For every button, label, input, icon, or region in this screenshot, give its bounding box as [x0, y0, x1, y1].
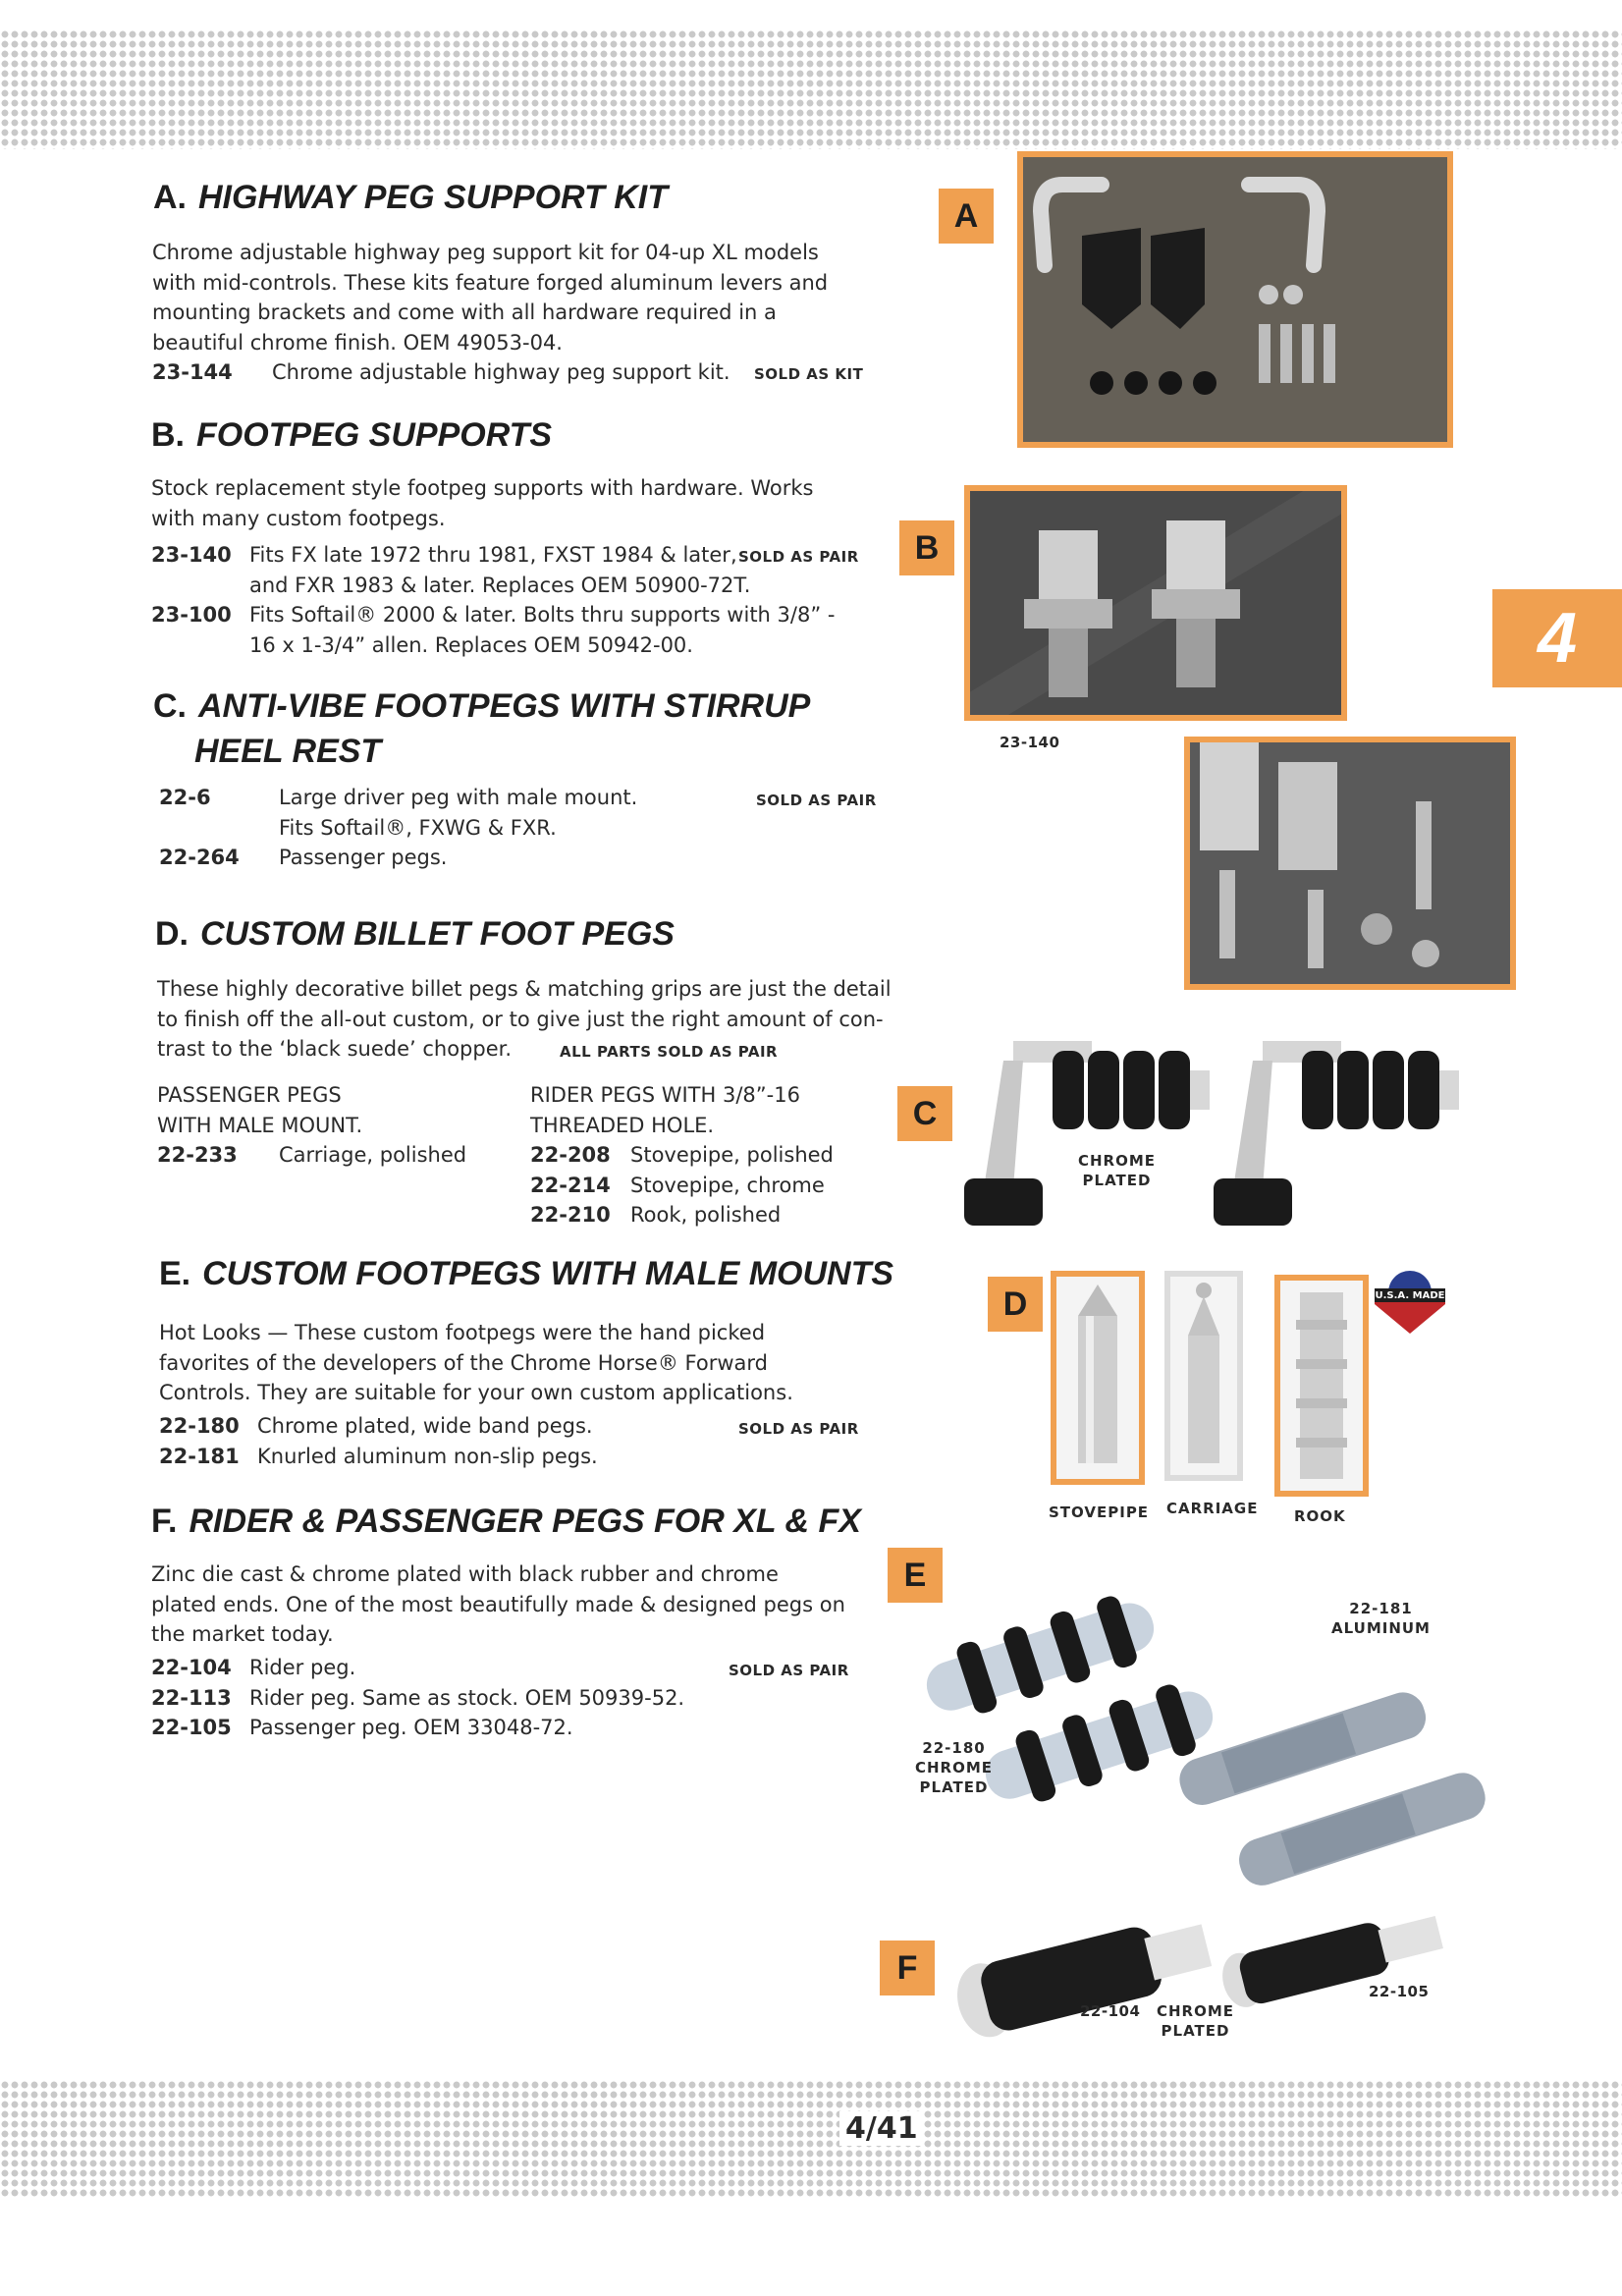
- figure-d-rook: [1274, 1275, 1369, 1497]
- section-e-item: [159, 1411, 593, 1442]
- part-number: 22-214: [530, 1173, 611, 1197]
- section-a-title: [153, 179, 668, 217]
- section-b-description: Stock replacement style footpeg supports with hardware. Works with many custom footpegs.: [151, 476, 814, 530]
- column-heading: THREADED HOLE.: [530, 1113, 715, 1137]
- desc-line: to finish off the all-out custom, or to give just the right amount of con-: [157, 1007, 884, 1031]
- caption-22-181: [1331, 1599, 1431, 1638]
- part-number: 22-105: [151, 1716, 232, 1739]
- part-number: 22-104: [151, 1656, 232, 1679]
- section-e-heading: CUSTOM FOOTPEGS WITH MALE MOUNTS: [202, 1255, 894, 1292]
- section-f-letter: F.: [151, 1503, 178, 1540]
- figure-a-photo: [1017, 151, 1453, 448]
- usa-made-logo: [1369, 1269, 1451, 1338]
- section-d-heading: CUSTOM BILLET FOOT PEGS: [200, 915, 675, 953]
- page-number: 4/41: [839, 2111, 924, 2146]
- section-d-sold-note: ALL PARTS SOLD AS PAIR: [560, 1043, 779, 1061]
- stovepipe-peg-image: [1056, 1277, 1139, 1479]
- part-description: Carriage, polished: [279, 1143, 467, 1167]
- section-b-item: [151, 540, 750, 600]
- rook-peg-image: [1280, 1281, 1363, 1491]
- chapter-tab: 4: [1492, 589, 1622, 687]
- part-number: 22-208: [530, 1143, 611, 1167]
- section-e-description: Hot Looks — These custom footpegs were the hand picked favorites of the developers of the Chrome Horse® Forward Controls. They are suitable for your own custom applications.: [159, 1321, 793, 1404]
- caption-chrome-plated: [1157, 2001, 1234, 2041]
- section-a-item: [152, 357, 730, 388]
- figure-d-stovepipe: [1051, 1271, 1145, 1485]
- section-c-sold-note: SOLD AS PAIR: [756, 792, 877, 809]
- caption-line: PLATED: [1082, 1172, 1152, 1189]
- figure-c-image-2: [1204, 1021, 1538, 1237]
- section-b-heading: FOOTPEG SUPPORTS: [196, 416, 553, 454]
- part-number: 22-181: [159, 1445, 240, 1468]
- caption-label: PLATED: [1161, 2022, 1230, 2040]
- section-c-title: [153, 687, 810, 726]
- section-c-letter: C.: [153, 687, 187, 725]
- part-number: 22-233: [157, 1143, 238, 1167]
- caption-22-180: [915, 1738, 993, 1797]
- caption-label: ALUMINUM: [1331, 1619, 1431, 1637]
- desc-line: These highly decorative billet pegs & matching grips are just the detail: [157, 977, 892, 1001]
- part-description: Rider peg. Same as stock. OEM 50939-52.: [249, 1685, 685, 1710]
- caption-carriage: CARRIAGE: [1166, 1500, 1259, 1517]
- part-number: 23-140: [151, 543, 232, 567]
- section-c-heading: ANTI-VIBE FOOTPEGS WITH STIRRUP: [198, 687, 811, 725]
- part-number: 22-210: [530, 1203, 611, 1227]
- figure-b-photo-1: [964, 485, 1347, 721]
- part-number: 22-180: [159, 1414, 240, 1438]
- highway-peg-kit-image: [1023, 157, 1447, 442]
- caption-label: CHROME: [915, 1759, 994, 1777]
- part-number: 23-144: [152, 360, 233, 384]
- figure-a-badge: A: [939, 189, 994, 244]
- figure-b-photo-2: [1184, 737, 1516, 990]
- desc-line: trast to the ‘black suede’ chopper.: [157, 1037, 513, 1061]
- section-b-item: [151, 600, 835, 660]
- part-description: Stovepipe, polished: [630, 1143, 834, 1167]
- part-description: Passenger peg. OEM 33048-72.: [249, 1716, 573, 1739]
- figure-b-caption: 23-140: [1000, 734, 1060, 751]
- section-a-heading: HIGHWAY PEG SUPPORT KIT: [198, 179, 668, 216]
- top-dot-band: [0, 29, 1622, 149]
- caption-label: CHROME: [1157, 2002, 1235, 2020]
- caption-stovepipe: STOVEPIPE: [1049, 1503, 1150, 1521]
- caption-rook: ROOK: [1294, 1507, 1346, 1525]
- section-f-title: [151, 1503, 861, 1541]
- part-description-cont: and FXR 1983 & later. Replaces OEM 50900-72T.: [249, 573, 751, 597]
- part-description: Passenger pegs.: [279, 846, 448, 869]
- caption-line: CHROME: [1078, 1152, 1157, 1170]
- usa-made-text: U.S.A. MADE: [1375, 1290, 1445, 1301]
- section-e-item: [159, 1442, 598, 1472]
- figure-e-image: [899, 1552, 1547, 1886]
- figure-d-carriage: [1164, 1271, 1243, 1481]
- section-b-title: [151, 416, 552, 455]
- section-e-title: [159, 1255, 893, 1293]
- part-description-cont: Fits Softail®, FXWG & FXR.: [279, 815, 557, 840]
- part-description: Fits Softail® 2000 & later. Bolts thru supports with 3/8” -: [249, 603, 836, 627]
- part-number: 22-113: [151, 1685, 232, 1710]
- section-d-description: [157, 974, 892, 1065]
- section-e-letter: E.: [159, 1255, 191, 1292]
- column-heading: RIDER PEGS WITH 3/8”-16: [530, 1083, 800, 1107]
- column-heading: WITH MALE MOUNT.: [157, 1113, 363, 1137]
- caption-label: PLATED: [919, 1778, 989, 1796]
- part-number: 23-100: [151, 603, 232, 627]
- section-d-left-column: [157, 1080, 466, 1171]
- section-f-heading: RIDER & PASSENGER PEGS FOR XL & FX: [189, 1503, 861, 1540]
- footpeg-support-hardware-image: [1190, 742, 1510, 984]
- section-d-title: [155, 915, 675, 954]
- part-number: 22-6: [159, 786, 211, 809]
- section-a-letter: A.: [153, 179, 187, 216]
- figure-e-badge: E: [888, 1548, 943, 1603]
- caption-22-104: 22-104: [1080, 2002, 1141, 2020]
- carriage-peg-image: [1170, 1277, 1237, 1475]
- caption-22-105: 22-105: [1369, 1983, 1430, 2000]
- figure-c-badge: C: [897, 1086, 952, 1141]
- part-description: Large driver peg with male mount.: [279, 786, 638, 809]
- section-c-item: [159, 843, 447, 873]
- figure-f-badge: F: [880, 1941, 935, 1995]
- section-b-letter: B.: [151, 416, 185, 454]
- bottom-dot-band: [0, 2080, 1622, 2198]
- part-description: Chrome adjustable highway peg support kit.: [272, 360, 730, 384]
- part-description: Rider peg.: [249, 1656, 356, 1679]
- figure-d-badge: D: [988, 1277, 1043, 1332]
- section-f-description: Zinc die cast & chrome plated with black rubber and chrome plated ends. One of the most beautifully made & designed pegs on the market today.: [151, 1562, 845, 1646]
- section-c-item: [159, 783, 637, 843]
- section-d-right-column: [530, 1080, 834, 1230]
- column-heading: PASSENGER PEGS: [157, 1083, 342, 1107]
- part-description: Stovepipe, chrome: [630, 1173, 825, 1197]
- caption-part-number: 22-181: [1349, 1600, 1413, 1617]
- section-a-description: Chrome adjustable highway peg support kit for 04-up XL models with mid-controls. These kits feature forged aluminum levers and mounting brackets and come with all hardware required in a beautiful chrome finish. OEM 49053-04.: [152, 241, 829, 355]
- section-b-sold-note: SOLD AS PAIR: [738, 548, 859, 566]
- part-description: Fits FX late 1972 thru 1981, FXST 1984 & later,: [249, 543, 737, 567]
- part-description-cont: 16 x 1-3/4” allen. Replaces OEM 50942-00.: [249, 632, 693, 657]
- footpeg-support-image: [970, 491, 1341, 715]
- section-e-sold-note: SOLD AS PAIR: [738, 1420, 859, 1438]
- section-a-sold-note: SOLD AS KIT: [754, 365, 864, 383]
- section-f-items: [151, 1653, 684, 1743]
- section-f-sold-note: SOLD AS PAIR: [729, 1662, 849, 1679]
- part-description: Rook, polished: [630, 1203, 782, 1227]
- caption-part-number: 22-180: [922, 1739, 986, 1757]
- section-d-letter: D.: [155, 915, 189, 953]
- section-c-title-cont: HEEL REST: [194, 733, 382, 770]
- figure-c-caption: [1078, 1151, 1156, 1190]
- part-description: Chrome plated, wide band pegs.: [257, 1414, 593, 1438]
- part-number: 22-264: [159, 846, 240, 869]
- usa-made-emblem: [1369, 1269, 1451, 1338]
- figure-b-badge: B: [899, 520, 954, 575]
- part-description: Knurled aluminum non-slip pegs.: [257, 1445, 598, 1468]
